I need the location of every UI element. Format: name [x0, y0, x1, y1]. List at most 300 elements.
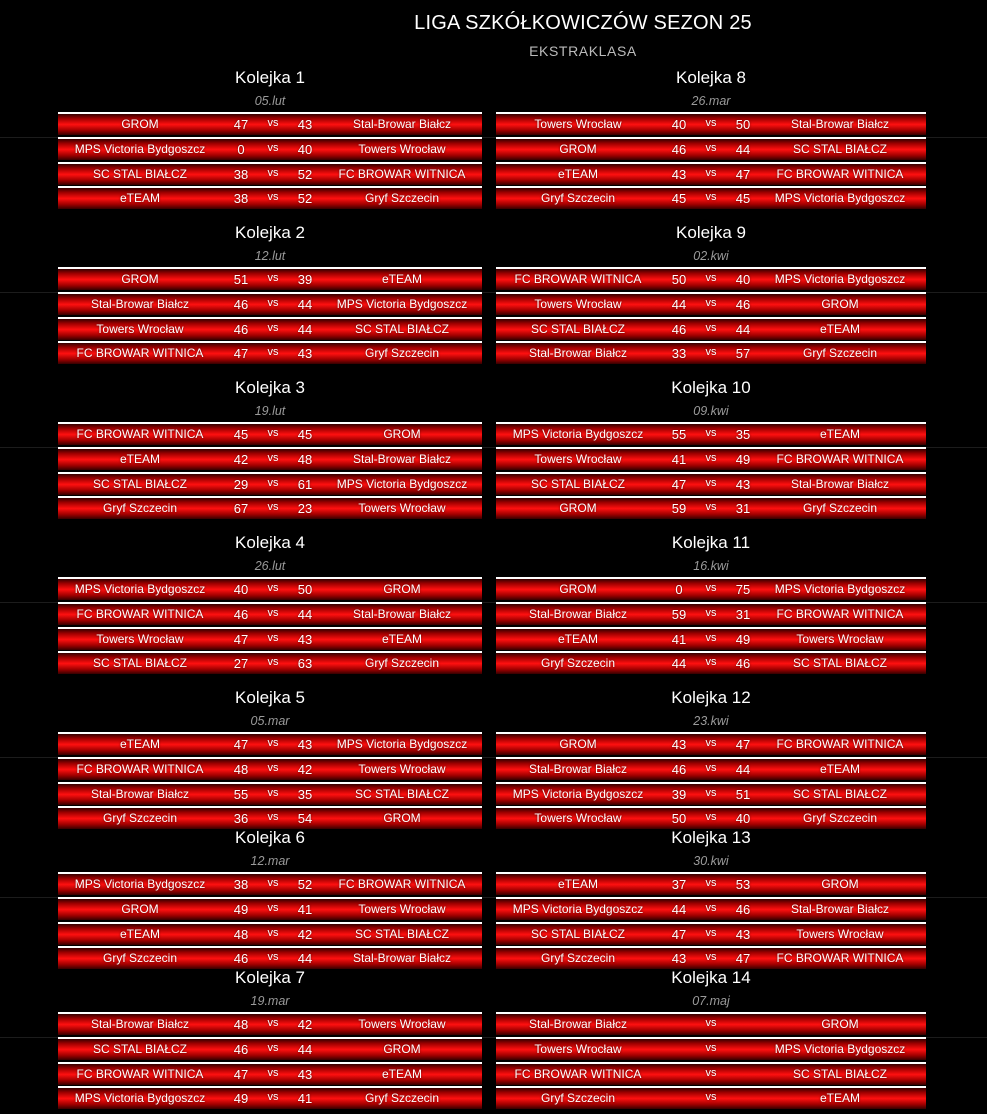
- match-row: [58, 162, 482, 185]
- home-team: MPS Victoria Bydgoszcz: [512, 427, 644, 441]
- home-team: Stal-Browar Białcz: [528, 346, 628, 361]
- home-score: 47: [671, 476, 687, 492]
- vs-label: vs: [267, 926, 279, 939]
- away-team: GROM: [383, 811, 421, 826]
- match-row: [58, 922, 482, 945]
- away-score: 41: [297, 1091, 313, 1107]
- home-team: FC BROWAR WITNICA: [76, 427, 204, 441]
- away-score: 42: [297, 926, 313, 942]
- away-score: 43: [297, 1066, 313, 1082]
- vs-label: vs: [267, 321, 279, 334]
- away-score: 45: [735, 191, 751, 207]
- away-team: MPS Victoria Bydgoszcz: [774, 582, 906, 596]
- away-score: 43: [735, 926, 751, 942]
- match-row: [496, 922, 926, 945]
- match-row: [58, 782, 482, 805]
- vs-label: vs: [705, 761, 717, 774]
- home-team: eTEAM: [119, 451, 160, 466]
- away-team: Gryf Szczecin: [802, 346, 877, 361]
- home-score: 44: [671, 296, 687, 312]
- away-team: GROM: [383, 582, 421, 596]
- away-team: FC BROWAR WITNICA: [776, 606, 904, 621]
- away-team: Gryf Szczecin: [364, 346, 439, 361]
- home-team: Stal-Browar Białcz: [90, 296, 190, 311]
- away-score: 51: [735, 786, 751, 802]
- vs-label: vs: [267, 877, 279, 889]
- away-score: 57: [735, 346, 751, 362]
- match-row: [496, 186, 926, 209]
- away-team: FC BROWAR WITNICA: [776, 737, 904, 751]
- vs-label: vs: [705, 321, 717, 334]
- match-row: [496, 317, 926, 340]
- home-team: Towers Wrocław: [534, 1041, 622, 1056]
- away-score: 43: [735, 476, 751, 492]
- home-team: Gryf Szczecin: [540, 656, 615, 671]
- away-score: 50: [735, 117, 751, 132]
- round-10: [496, 378, 926, 516]
- home-team: MPS Victoria Bydgoszcz: [512, 786, 644, 801]
- match-row: [58, 137, 482, 160]
- match-row: [496, 732, 926, 755]
- round-6: [58, 828, 482, 966]
- home-team: Towers Wrocław: [534, 117, 622, 131]
- away-team: Gryf Szczecin: [364, 191, 439, 206]
- vs-label: vs: [267, 761, 279, 774]
- match-row: [496, 577, 926, 600]
- round-date: 12.mar: [250, 854, 290, 868]
- away-team: eTEAM: [819, 427, 860, 441]
- away-score: 49: [735, 631, 751, 647]
- home-team: eTEAM: [119, 926, 160, 941]
- home-team: MPS Victoria Bydgoszcz: [512, 901, 644, 916]
- vs-label: vs: [705, 786, 717, 799]
- away-score: 43: [297, 737, 313, 752]
- home-team: Gryf Szczecin: [540, 951, 615, 966]
- vs-label: vs: [267, 1041, 279, 1054]
- league-subtitle: EKSTRAKLASA: [529, 43, 637, 59]
- home-score: 48: [233, 926, 249, 942]
- away-score: 35: [735, 427, 751, 442]
- home-team: FC BROWAR WITNICA: [514, 272, 642, 286]
- home-team: eTEAM: [557, 166, 598, 181]
- round-title: Kolejka 12: [671, 688, 751, 707]
- match-row: [496, 872, 926, 895]
- match-row: [58, 1062, 482, 1085]
- match-row: [58, 627, 482, 650]
- match-row: [496, 946, 926, 969]
- home-team: Towers Wrocław: [96, 321, 184, 336]
- match-list: [496, 872, 926, 971]
- home-team: Gryf Szczecin: [102, 501, 177, 516]
- match-row: [58, 1012, 482, 1035]
- away-score: 63: [297, 656, 313, 672]
- away-team: eTEAM: [381, 1066, 422, 1081]
- match-row: [58, 447, 482, 470]
- home-team: FC BROWAR WITNICA: [76, 761, 204, 776]
- vs-label: vs: [705, 346, 717, 359]
- home-team: SC STAL BIAŁCZ: [530, 321, 626, 336]
- home-score: 38: [233, 877, 249, 892]
- home-score: 55: [233, 786, 249, 802]
- away-score: 53: [735, 877, 751, 892]
- match-row: [58, 577, 482, 600]
- away-team: GROM: [821, 877, 859, 891]
- home-team: FC BROWAR WITNICA: [76, 346, 204, 361]
- home-team: eTEAM: [557, 631, 598, 646]
- vs-label: vs: [705, 296, 717, 309]
- round-title: Kolejka 11: [671, 533, 751, 552]
- away-team: MPS Victoria Bydgoszcz: [774, 272, 906, 286]
- round-date: 05.lut: [254, 94, 286, 108]
- home-team: Stal-Browar Białcz: [90, 786, 190, 801]
- away-score: 48: [297, 451, 313, 467]
- vs-label: vs: [705, 427, 717, 439]
- match-row: [58, 472, 482, 495]
- match-list: [496, 577, 926, 676]
- home-team: SC STAL BIAŁCZ: [92, 1041, 188, 1056]
- home-score: 0: [675, 582, 683, 597]
- away-score: 75: [735, 582, 751, 597]
- home-score: 67: [233, 501, 249, 517]
- away-score: 44: [735, 761, 751, 777]
- away-team: Stal-Browar Białcz: [352, 606, 452, 621]
- match-list: [496, 112, 926, 211]
- away-score: 44: [297, 296, 313, 312]
- home-score: 40: [671, 117, 687, 132]
- away-team: Stal-Browar Białcz: [790, 117, 890, 131]
- match-list: [58, 422, 482, 521]
- home-team: Gryf Szczecin: [540, 1091, 615, 1106]
- round-title: Kolejka 6: [235, 828, 305, 847]
- home-score: 49: [233, 901, 249, 917]
- vs-label: vs: [267, 476, 279, 489]
- home-team: FC BROWAR WITNICA: [76, 606, 204, 621]
- vs-label: vs: [267, 631, 279, 644]
- home-team: GROM: [559, 582, 597, 596]
- away-team: GROM: [383, 427, 421, 441]
- home-score: 45: [233, 427, 249, 442]
- match-row: [496, 1037, 926, 1060]
- away-team: Towers Wrocław: [796, 631, 884, 646]
- home-score: 38: [233, 166, 249, 182]
- home-team: GROM: [559, 737, 597, 751]
- home-team: Stal-Browar Białcz: [528, 1017, 628, 1031]
- home-score: 43: [671, 951, 687, 967]
- home-score: 29: [233, 476, 249, 492]
- away-team: eTEAM: [381, 631, 422, 646]
- home-score: 45: [671, 191, 687, 207]
- home-team: FC BROWAR WITNICA: [514, 1066, 642, 1081]
- round-date: 26.mar: [691, 94, 731, 108]
- home-team: eTEAM: [557, 877, 598, 891]
- home-team: Gryf Szczecin: [102, 811, 177, 826]
- away-score: 44: [735, 321, 751, 337]
- home-team: SC STAL BIAŁCZ: [530, 476, 626, 491]
- away-score: 44: [297, 951, 313, 967]
- round-title: Kolejka 10: [671, 378, 751, 397]
- match-row: [496, 1012, 926, 1035]
- round-14: [496, 968, 926, 1106]
- round-title: Kolejka 2: [235, 223, 305, 242]
- away-score: 43: [297, 346, 313, 362]
- round-date: 05.mar: [250, 714, 290, 728]
- vs-label: vs: [267, 296, 279, 309]
- round-1: [58, 68, 482, 206]
- vs-label: vs: [267, 656, 279, 669]
- vs-label: vs: [267, 166, 279, 179]
- round-title: Kolejka 1: [235, 68, 305, 87]
- round-11: [496, 533, 926, 671]
- vs-label: vs: [705, 582, 717, 594]
- round-title: Kolejka 9: [676, 223, 746, 242]
- away-team: SC STAL BIAŁCZ: [354, 786, 450, 801]
- away-score: 43: [297, 631, 313, 647]
- away-team: SC STAL BIAŁCZ: [792, 141, 888, 156]
- away-score: 40: [735, 811, 751, 827]
- round-date: 23.kwi: [693, 714, 729, 728]
- match-row: [58, 1037, 482, 1060]
- vs-label: vs: [267, 427, 279, 439]
- vs-label: vs: [705, 1017, 717, 1029]
- round-title: Kolejka 4: [235, 533, 305, 552]
- away-score: 31: [735, 501, 751, 517]
- away-score: 47: [735, 737, 751, 752]
- away-team: eTEAM: [819, 761, 860, 776]
- match-row: [58, 422, 482, 445]
- away-score: 52: [297, 877, 313, 892]
- away-score: 39: [297, 272, 313, 287]
- away-score: 46: [735, 296, 751, 312]
- match-row: [58, 341, 482, 364]
- match-row: [58, 602, 482, 625]
- home-team: SC STAL BIAŁCZ: [92, 656, 188, 671]
- away-score: 52: [297, 166, 313, 182]
- vs-label: vs: [267, 1066, 279, 1079]
- home-score: 51: [233, 272, 249, 287]
- away-team: Towers Wrocław: [796, 926, 884, 941]
- round-date: 19.mar: [250, 994, 290, 1008]
- vs-label: vs: [705, 811, 717, 824]
- home-score: 55: [671, 427, 687, 442]
- home-team: Stal-Browar Białcz: [528, 761, 628, 776]
- home-score: 0: [237, 141, 245, 157]
- round-7: [58, 968, 482, 1106]
- match-row: [58, 496, 482, 519]
- away-team: SC STAL BIAŁCZ: [354, 321, 450, 336]
- match-row: [496, 472, 926, 495]
- home-score: 47: [233, 117, 249, 132]
- round-title: Kolejka 5: [235, 688, 305, 707]
- home-score: 49: [233, 1091, 249, 1107]
- home-score: 47: [233, 1066, 249, 1082]
- vs-label: vs: [267, 117, 279, 129]
- vs-label: vs: [705, 631, 717, 644]
- home-score: 40: [233, 582, 249, 597]
- away-team: FC BROWAR WITNICA: [776, 951, 904, 966]
- round-title: Kolejka 14: [671, 968, 751, 987]
- round-8: [496, 68, 926, 206]
- home-score: 59: [671, 606, 687, 622]
- away-score: 61: [297, 476, 313, 492]
- match-row: [58, 292, 482, 315]
- home-team: MPS Victoria Bydgoszcz: [74, 582, 206, 596]
- away-score: 23: [297, 501, 313, 517]
- vs-label: vs: [705, 451, 717, 464]
- match-row: [496, 162, 926, 185]
- vs-label: vs: [267, 951, 279, 964]
- home-score: 50: [671, 811, 687, 827]
- away-team: GROM: [383, 1041, 421, 1056]
- vs-label: vs: [267, 272, 279, 284]
- match-list: [58, 1012, 482, 1111]
- away-team: Stal-Browar Białcz: [352, 951, 452, 966]
- home-team: GROM: [121, 272, 159, 286]
- match-row: [58, 267, 482, 290]
- away-score: 49: [735, 451, 751, 467]
- home-score: 46: [233, 321, 249, 337]
- match-row: [58, 872, 482, 895]
- away-score: 42: [297, 1017, 313, 1032]
- home-team: eTEAM: [119, 191, 160, 206]
- home-team: Gryf Szczecin: [102, 951, 177, 966]
- home-team: eTEAM: [119, 737, 160, 751]
- match-row: [496, 651, 926, 674]
- away-score: 43: [297, 117, 313, 132]
- home-score: 44: [671, 901, 687, 917]
- home-team: SC STAL BIAŁCZ: [530, 926, 626, 941]
- vs-label: vs: [705, 272, 717, 284]
- match-row: [496, 627, 926, 650]
- home-score: 46: [671, 141, 687, 157]
- home-score: 47: [233, 346, 249, 362]
- away-team: FC BROWAR WITNICA: [338, 877, 466, 891]
- round-date: 12.lut: [254, 249, 286, 263]
- home-score: 50: [671, 272, 687, 287]
- away-team: Gryf Szczecin: [802, 811, 877, 826]
- away-team: MPS Victoria Bydgoszcz: [774, 191, 906, 206]
- match-list: [58, 267, 482, 366]
- home-score: 47: [233, 737, 249, 752]
- away-score: 40: [297, 141, 313, 157]
- vs-label: vs: [267, 141, 279, 154]
- home-team: MPS Victoria Bydgoszcz: [74, 877, 206, 891]
- home-score: 27: [233, 656, 249, 672]
- away-score: 47: [735, 951, 751, 967]
- vs-label: vs: [267, 582, 279, 594]
- home-team: Towers Wrocław: [534, 811, 622, 826]
- away-score: 50: [297, 582, 313, 597]
- vs-label: vs: [705, 1041, 717, 1054]
- away-team: Towers Wrocław: [358, 141, 446, 156]
- vs-label: vs: [705, 191, 717, 204]
- vs-label: vs: [705, 926, 717, 939]
- match-row: [496, 1062, 926, 1085]
- match-row: [58, 186, 482, 209]
- away-score: 54: [297, 811, 313, 827]
- away-team: Towers Wrocław: [358, 761, 446, 776]
- page-title: LIGA SZKÓŁKOWICZÓW SEZON 25: [414, 12, 752, 34]
- away-team: Stal-Browar Białcz: [790, 476, 890, 491]
- vs-label: vs: [705, 877, 717, 889]
- match-list: [496, 1012, 926, 1111]
- away-team: SC STAL BIAŁCZ: [792, 786, 888, 801]
- away-score: 44: [735, 141, 751, 157]
- vs-label: vs: [705, 951, 717, 964]
- match-row: [58, 317, 482, 340]
- match-list: [496, 267, 926, 366]
- match-row: [58, 1086, 482, 1109]
- home-score: 33: [671, 346, 687, 362]
- home-team: MPS Victoria Bydgoszcz: [74, 141, 206, 156]
- vs-label: vs: [705, 141, 717, 154]
- away-score: 44: [297, 1041, 313, 1057]
- match-row: [496, 602, 926, 625]
- round-date: 16.kwi: [693, 559, 729, 573]
- away-team: Stal-Browar Białcz: [790, 901, 890, 916]
- vs-label: vs: [705, 1091, 717, 1104]
- home-score: 46: [671, 321, 687, 337]
- home-team: GROM: [559, 141, 597, 156]
- round-date: 26.lut: [254, 559, 286, 573]
- match-row: [496, 447, 926, 470]
- away-team: Stal-Browar Białcz: [352, 451, 452, 466]
- vs-label: vs: [705, 166, 717, 179]
- match-list: [58, 872, 482, 971]
- match-row: [496, 496, 926, 519]
- home-score: 39: [671, 786, 687, 802]
- home-score: 41: [671, 631, 687, 647]
- home-score: 42: [233, 451, 249, 467]
- match-row: [496, 1086, 926, 1109]
- vs-label: vs: [267, 346, 279, 359]
- away-score: 35: [297, 786, 313, 802]
- away-team: SC STAL BIAŁCZ: [354, 926, 450, 941]
- round-date: 30.kwi: [693, 854, 729, 868]
- round-date: 02.kwi: [693, 249, 729, 263]
- home-score: 48: [233, 761, 249, 777]
- round-9: [496, 223, 926, 361]
- match-row: [496, 897, 926, 920]
- home-score: 59: [671, 501, 687, 517]
- match-list: [496, 422, 926, 521]
- away-score: 42: [297, 761, 313, 777]
- vs-label: vs: [267, 1017, 279, 1029]
- home-team: Towers Wrocław: [534, 296, 622, 311]
- away-score: 44: [297, 321, 313, 337]
- home-score: 46: [233, 606, 249, 622]
- home-score: 36: [233, 811, 249, 827]
- round-title: Kolejka 13: [671, 828, 751, 847]
- round-date: 07.maj: [692, 994, 730, 1008]
- vs-label: vs: [705, 1066, 717, 1079]
- home-team: GROM: [121, 117, 159, 131]
- away-team: Gryf Szczecin: [802, 501, 877, 516]
- home-score: 47: [671, 926, 687, 942]
- vs-label: vs: [705, 737, 717, 749]
- home-score: 46: [233, 296, 249, 312]
- match-row: [496, 267, 926, 290]
- match-row: [496, 341, 926, 364]
- home-team: Stal-Browar Białcz: [528, 606, 628, 621]
- round-date: 09.kwi: [693, 404, 729, 418]
- match-row: [58, 806, 482, 829]
- match-row: [58, 732, 482, 755]
- away-score: 46: [735, 656, 751, 672]
- match-row: [58, 757, 482, 780]
- away-score: 52: [297, 191, 313, 207]
- away-team: FC BROWAR WITNICA: [776, 451, 904, 466]
- match-list: [58, 732, 482, 831]
